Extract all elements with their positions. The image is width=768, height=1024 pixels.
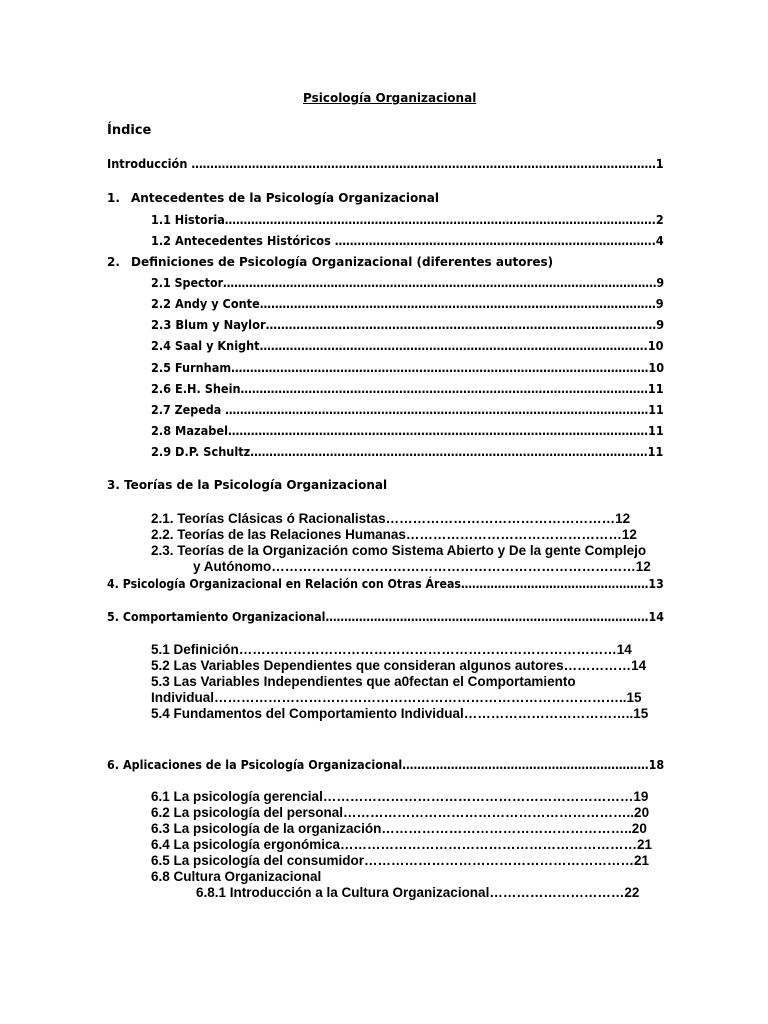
toc-entry: 2.4 Saal y Knight………………………………………………………………………………………….10 [151, 339, 664, 353]
toc-entry: 5.1 Definición…………………………………………………………………………14 [151, 642, 632, 657]
page-title: Psicología Organizacional [303, 91, 477, 105]
index-heading: Índice [107, 123, 152, 138]
toc-entry: 2.2 Andy y Conte……………………………………………………………………………………………9 [151, 297, 664, 311]
toc-entry: 5.4 Fundamentos del Comportamiento Individual………………………………..15 [151, 706, 649, 721]
toc-entry: 2.3. Teorías de la Organización como Sistema Abierto y De la gente Complejo [151, 543, 647, 558]
toc-entry: 2.1 Spector………………………………………………………………………………………………………9 [151, 276, 665, 290]
toc-number: 2. [107, 255, 120, 269]
toc-entry: 2.5 Furnham…………………………………………………………………………………………………10 [151, 361, 665, 375]
toc-entry: 6.8 Cultura Organizacional [151, 869, 322, 884]
toc-entry: 6.5 La psicología del consumidor……………………………………………………21 [151, 853, 650, 868]
toc-number: 1. [107, 191, 120, 205]
toc-section-label: Antecedentes de la Psicología Organizacional [131, 191, 440, 205]
toc-entry: 2.9 D.P. Schultz……………………………………………………………………………………………11 [151, 445, 664, 459]
toc-entry: 5.2 Las Variables Dependientes que consideran algunos autores……………14 [151, 658, 647, 673]
toc-entry: 2.7 Zepeda ……………………………………………………………………………………………………11 [151, 403, 664, 417]
toc-entry: 6.1 La psicología gerencial……………………………………………………………19 [151, 789, 649, 804]
toc-entry: 5.3 Las Variables Independientes que a0fectan el Comportamiento [151, 674, 576, 689]
toc-entry: y Autónomo………………………………………………………………………12 [193, 559, 651, 574]
toc-section: 5. Comportamiento Organizacional……………………………………………………………………………14 [107, 610, 664, 624]
toc-entry: 6.2 La psicología del personal………………………………………………………..20 [151, 805, 650, 820]
toc-entry: 2.8 Mazabel…………………………………………………………………………………………………11 [151, 424, 664, 438]
toc-entry: 2.6 E.H. Shein………………………………………………………………………………………………11 [151, 382, 664, 396]
toc-section: 3. Teorías de la Psicología Organizacional [107, 478, 388, 492]
toc-entry: 2.3 Blum y Naylor…………………………………………………………………………………………9 [151, 318, 665, 332]
toc-entry: Introducción ……………………………………………………………………………………………………………1 [107, 157, 664, 171]
toc-entry: 1.1 Historia…………………………………………………………………………………………………….2 [151, 213, 664, 227]
toc-section-label: Definiciones de Psicología Organizacional (diferentes autores) [131, 255, 554, 269]
toc-entry: 6.8.1 Introducción a la Cultura Organizacional…………………………22 [196, 885, 640, 900]
toc-section: 6. Aplicaciones de la Psicología Organizacional…………………………………………………………18 [107, 758, 665, 772]
toc-entry: 2.2. Teorías de las Relaciones Humanas…………………………………………12 [151, 527, 637, 542]
toc-section [107, 255, 553, 269]
toc-section [107, 191, 439, 205]
toc-entry: 1.2 Antecedentes Históricos ………………………………………………………………………….4 [151, 234, 664, 248]
toc-entry: 2.1. Teorías Clásicas ó Racionalistas……………………………………………12 [151, 511, 631, 526]
toc-entry: Individual………………………………………………………………………………..15 [151, 690, 642, 705]
toc-entry: 6.4 La psicología ergonómica…………………………………………………………21 [151, 837, 653, 852]
toc-entry: 6.3 La psicología de la organización………………………………………………..20 [151, 821, 647, 836]
toc-section: 4. Psicología Organizacional en Relación con Otras Áreas……………………………………………13 [107, 577, 664, 591]
